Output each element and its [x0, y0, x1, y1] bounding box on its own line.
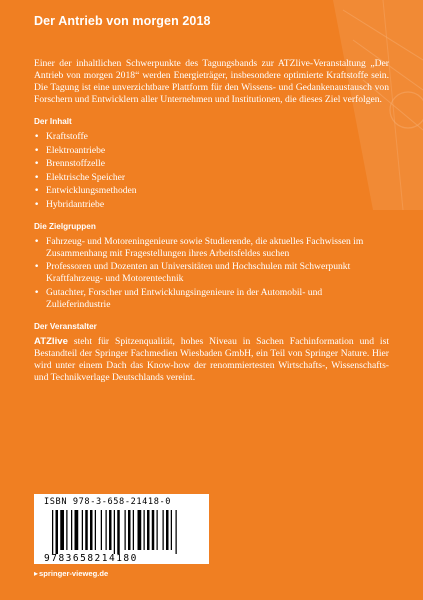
veranstalter-heading: Der Veranstalter	[34, 321, 97, 331]
list-item: • Professoren und Dozenten an Universitäten und Hochschulen mit Schwerpunkt Kraftfahrzeug- und Motorentechnik	[34, 261, 351, 284]
bullet-icon: •	[34, 236, 40, 247]
bullet-icon: •	[34, 159, 40, 169]
list-item: • Kraftstoffe	[34, 131, 88, 142]
veranstalter-paragraph: ATZlive steht für Spitzenqualität, hohes Niveau in Sachen Fachinformation und ist Bestandteil der Springer Fachmedien Wiesbaden GmbH, ein Teil von Springer Nature. Hier wird unter einem Dach das Know-how der renommiertesten Wirtschafts-, Wissenschafts- und Technikverlage Deutschlands vereint.	[34, 335, 389, 383]
publisher-url[interactable]: ▸springer-vieweg.de	[34, 569, 109, 578]
list-item: • Elektroantriebe	[34, 144, 106, 156]
bullet-icon: •	[34, 132, 40, 142]
list-item: • Hybridantriebe	[34, 198, 105, 210]
bullet-icon: •	[34, 172, 40, 183]
list-item: • Fahrzeug- und Motoreningenieure sowie Studierende, die aktuelles Fachwissen im Zusammenhang mit Fragestellungen ihres Arbeitsfeldes suchen	[34, 235, 364, 259]
zielgruppen-list	[34, 236, 389, 311]
barcode-digits: 9783658214180	[44, 553, 138, 562]
barcode-area	[34, 494, 209, 564]
bullet-icon: •	[34, 287, 40, 298]
list-item: • Brennstoffzelle	[34, 158, 105, 169]
zielgruppen-heading: Die Zielgruppen	[34, 221, 96, 231]
arrow-icon: ▸	[34, 569, 39, 578]
brand-name: ATZlive	[34, 335, 68, 347]
list-item: • Gutachter, Forscher und Entwicklungsingenieure in der Automobil- und Zulieferindustrie	[34, 286, 323, 310]
list-item: • Elektrische Speicher	[34, 171, 126, 183]
book-title: Der Antrieb von morgen 2018	[34, 14, 211, 28]
barcode-image	[42, 510, 202, 562]
list-item: • Entwicklungsmethoden	[34, 185, 137, 196]
bullet-icon: •	[34, 186, 40, 196]
bullet-icon: •	[34, 262, 40, 272]
inhalt-heading: Der Inhalt	[34, 117, 72, 126]
bullet-icon: •	[34, 145, 40, 156]
inhalt-list	[34, 131, 389, 211]
bullet-icon: •	[34, 199, 40, 210]
isbn-label: ISBN 978-3-658-21418-0	[44, 497, 172, 507]
description-block	[34, 58, 389, 384]
intro-paragraph: Einer der inhaltlichen Schwerpunkte des Tagungsbands zur ATZlive-Veranstaltung „Der Antrieb von morgen 2018“ werden Energieträger, insbesondere optimierte Kraftstoffe sein. Die Tagung ist eine unverzichtbare Plattform für den Wissens- und Gedankenaustausch von Forschern und Entwicklern aller Unternehmen und Institutionen, die dieses Ziel verfolgen.	[34, 58, 389, 105]
